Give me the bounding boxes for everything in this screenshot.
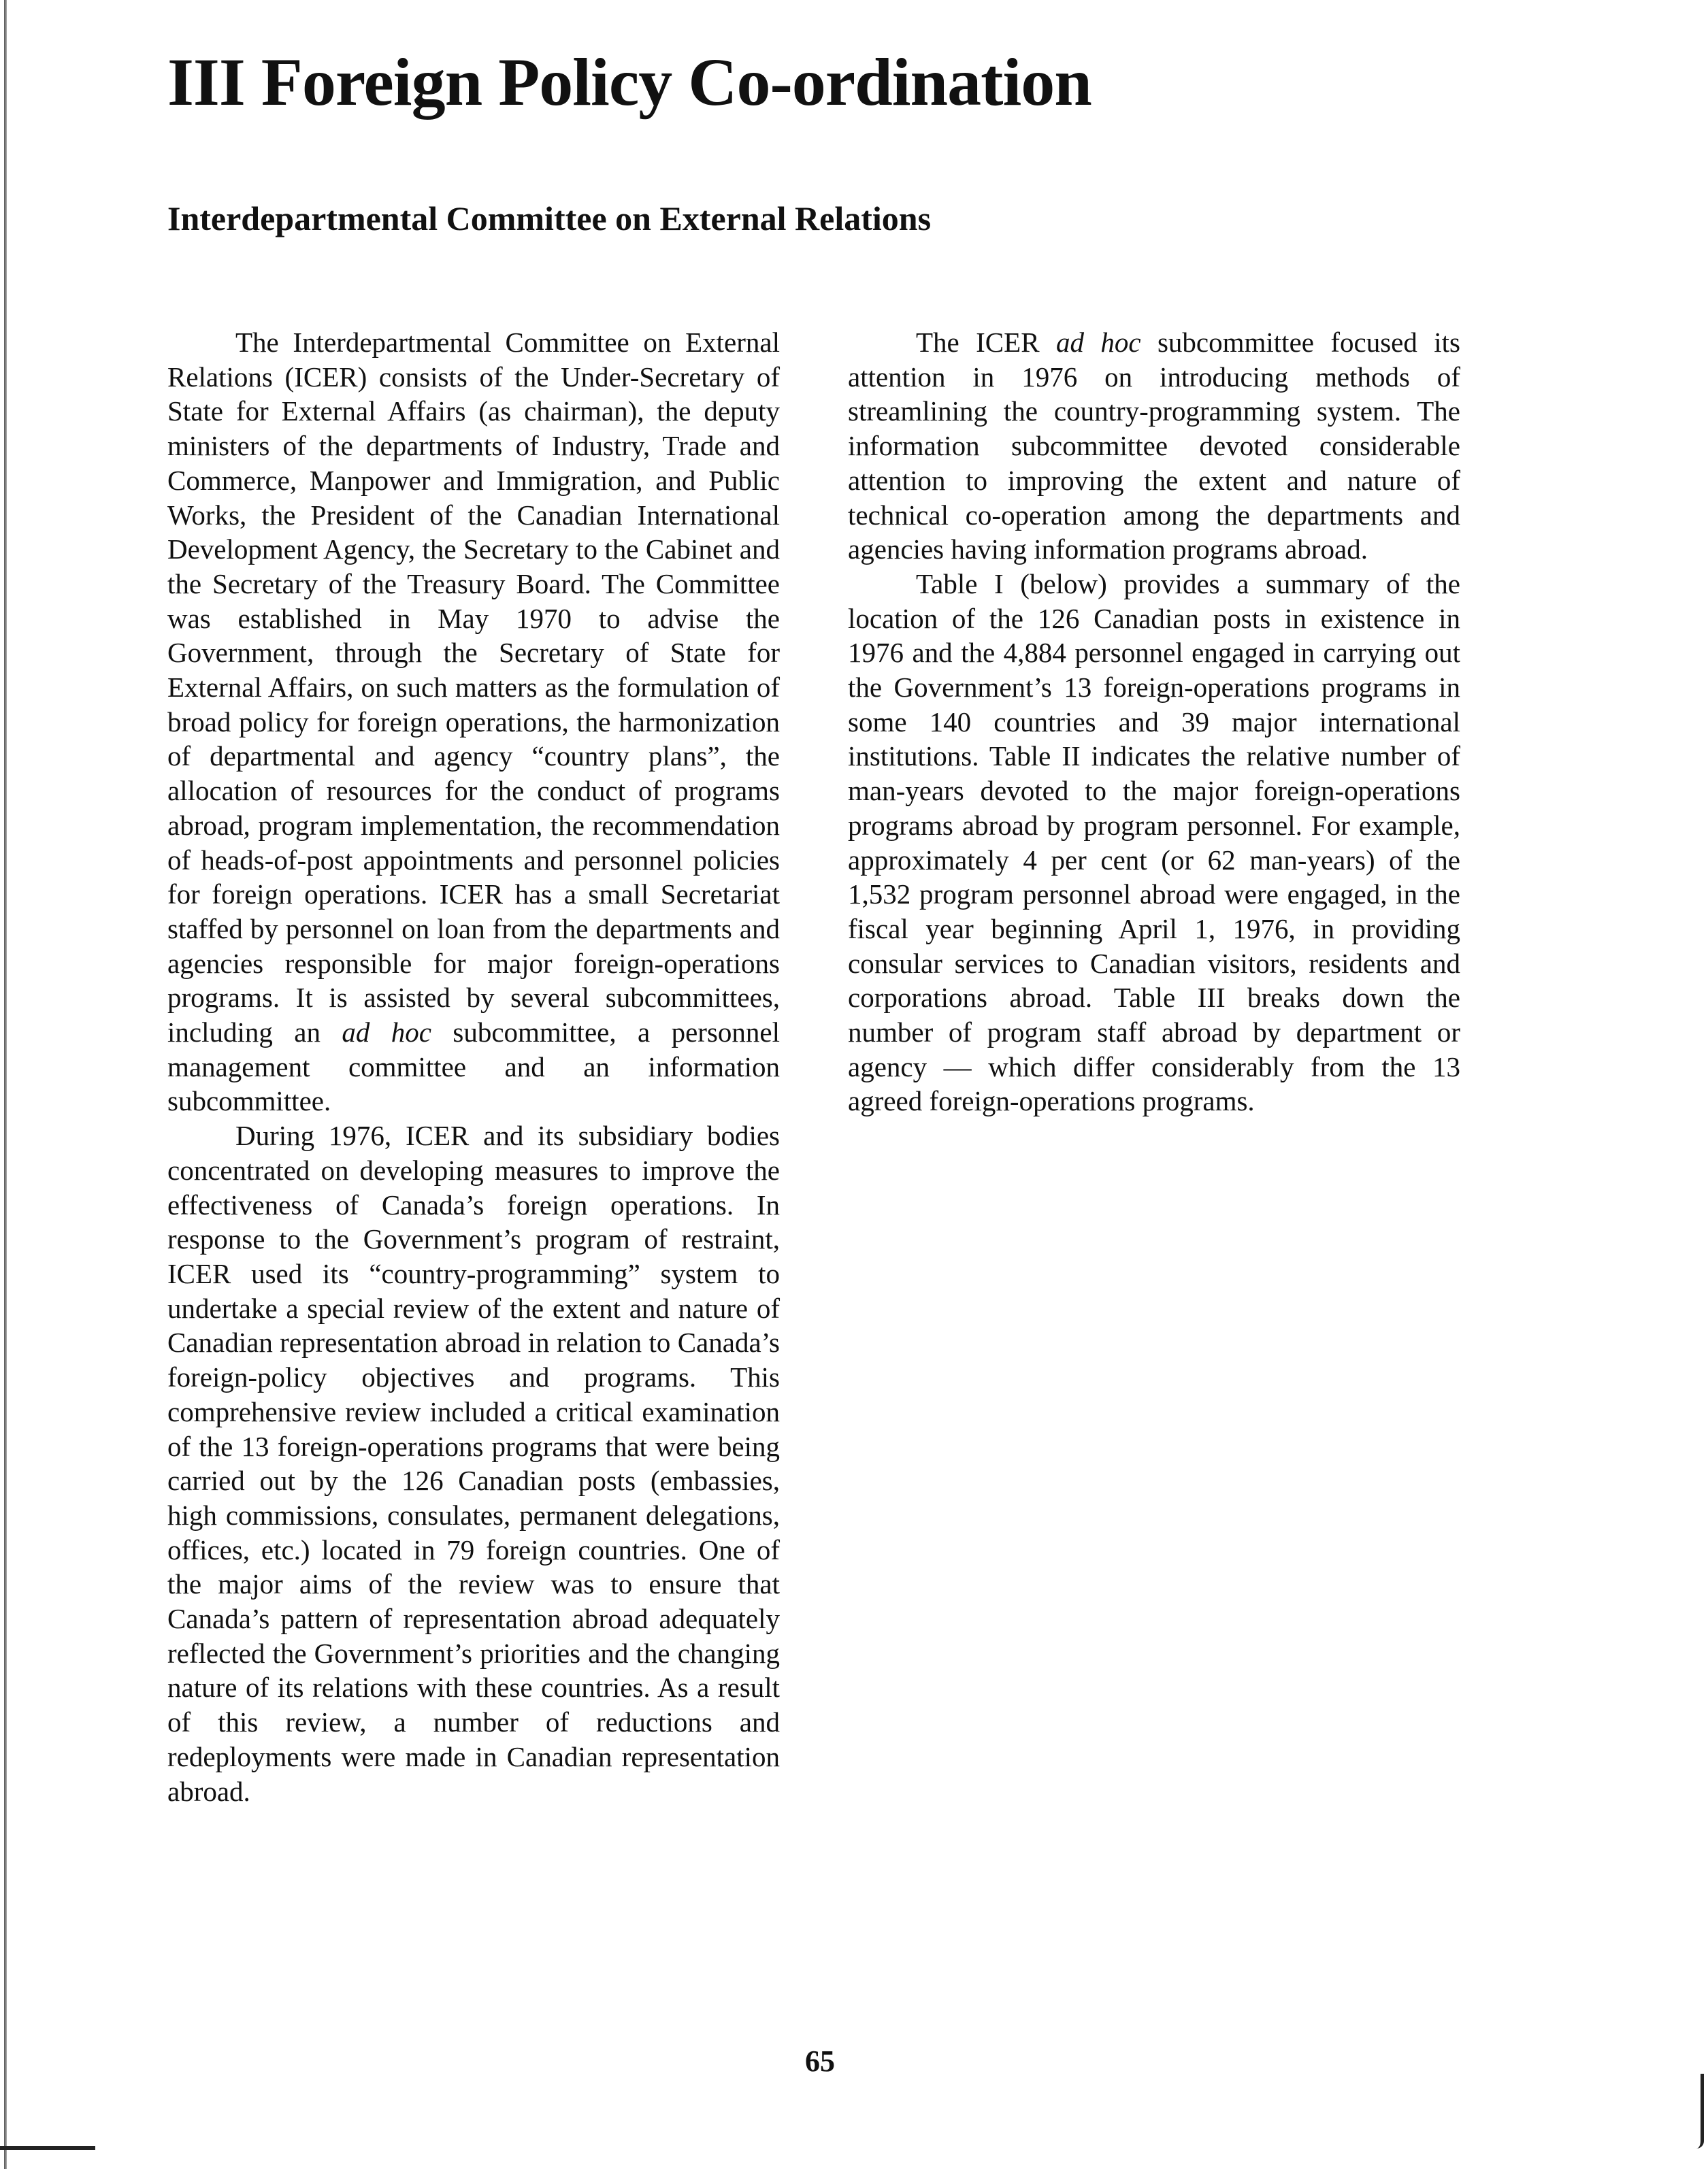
page-number: 65 — [805, 2044, 835, 2078]
left-paragraph-1-text: The Interdepartmental Committee on External Relations (ICER) consists of the Under-Secretary of State for External Affairs (as chairman), the deputy ministers of the departments of Industry, Trade and Commerce, Manpower and Immigration, and Public Works, the President of the Canadian International Development Agency, the Secretary to the Cabinet and the Secretary of the Treasury Board. The Committee was established in May 1970 to advise the Government, through the Secretary of State for External Affairs, on such matters as the formulation of broad policy for foreign operations, the harmonization of departmental and agency “country plans”, the allocation of resources for the conduct of programs abroad, program implementation, the recommendation of heads-of-post appointments and personnel policies for foreign operations. ICER has a small Secretariat staffed by personnel on loan from the departments and agencies responsible for major foreign-operations programs. It is assisted by several subcommittees, including an — [167, 327, 780, 1048]
right-paragraph-1-start: The ICER — [916, 327, 1040, 358]
right-paragraph-1 — [848, 325, 1460, 567]
left-paragraph-1-end: subcommittee, a personnel management committee and an information subcommittee. — [167, 1016, 781, 1117]
left-column — [167, 325, 780, 1808]
left-paragraph-1 — [167, 325, 780, 1119]
page-edge-left — [4, 0, 7, 2169]
chapter-title: III Foreign Policy Co-ordination — [167, 44, 1091, 120]
right-paragraph-1-end: subcommittee focused its attention in 1976 on introducing methods of streamlining the country-programming system. The information subcommittee devoted considerable attention to improving the extent and nature of technical co-operation among the departments and agencies having information programs abroad. — [848, 327, 1461, 565]
section-title: Interdepartmental Committee on External Relations — [167, 199, 932, 237]
page-edge-right — [1696, 2074, 1704, 2149]
left-paragraph-2: During 1976, ICER and its subsidiary bodies concentrated on developing measures to improve the effectiveness of Canada’s foreign operations. In response to the Government’s program of restraint, ICER used its “country-programming” system to undertake a special review of the extent and nature of Canadian representation abroad in relation to Canada’s foreign-policy objectives and programs. This comprehensive review included a critical examination of the 13 foreign-operations programs that were being carried out by the 126 Canadian posts (embassies, high commissions, consulates, permanent delegations, offices, etc.) located in 79 foreign countries. One of the major aims of the review was to ensure that Canada’s pattern of representation abroad adequately reflected the Government’s priorities and the changing nature of its relations with these countries. As a result of this review, a number of reductions and redeployments were made in Canadian representation abroad. — [167, 1120, 780, 1807]
right-paragraph-2: Table I (below) provides a summary of the location of the 126 Canadian posts in existence in 1976 and the 4,884 personnel engaged in carrying out the Government’s 13 foreign-operations programs in some 140 countries and 39 major international institutions. Table II indicates the relative number of man-years devoted to the major foreign-operations programs abroad by program personnel. For example, approximately 4 per cent (or 62 man-years) of the 1,532 program personnel abroad were engaged, in the fiscal year beginning April 1, 1976, in providing consular services to Canadian visitors, residents and corporations abroad. Table III breaks down the number of program staff abroad by department or agency — which differ considerably from the 13 agreed foreign-operations programs. — [848, 567, 1460, 1117]
page-edge-bottom — [0, 2146, 95, 2150]
right-paragraph-1-italic: ad hoc — [1055, 327, 1141, 358]
left-paragraph-1-italic: ad hoc — [342, 1016, 431, 1048]
right-column — [848, 325, 1460, 1119]
